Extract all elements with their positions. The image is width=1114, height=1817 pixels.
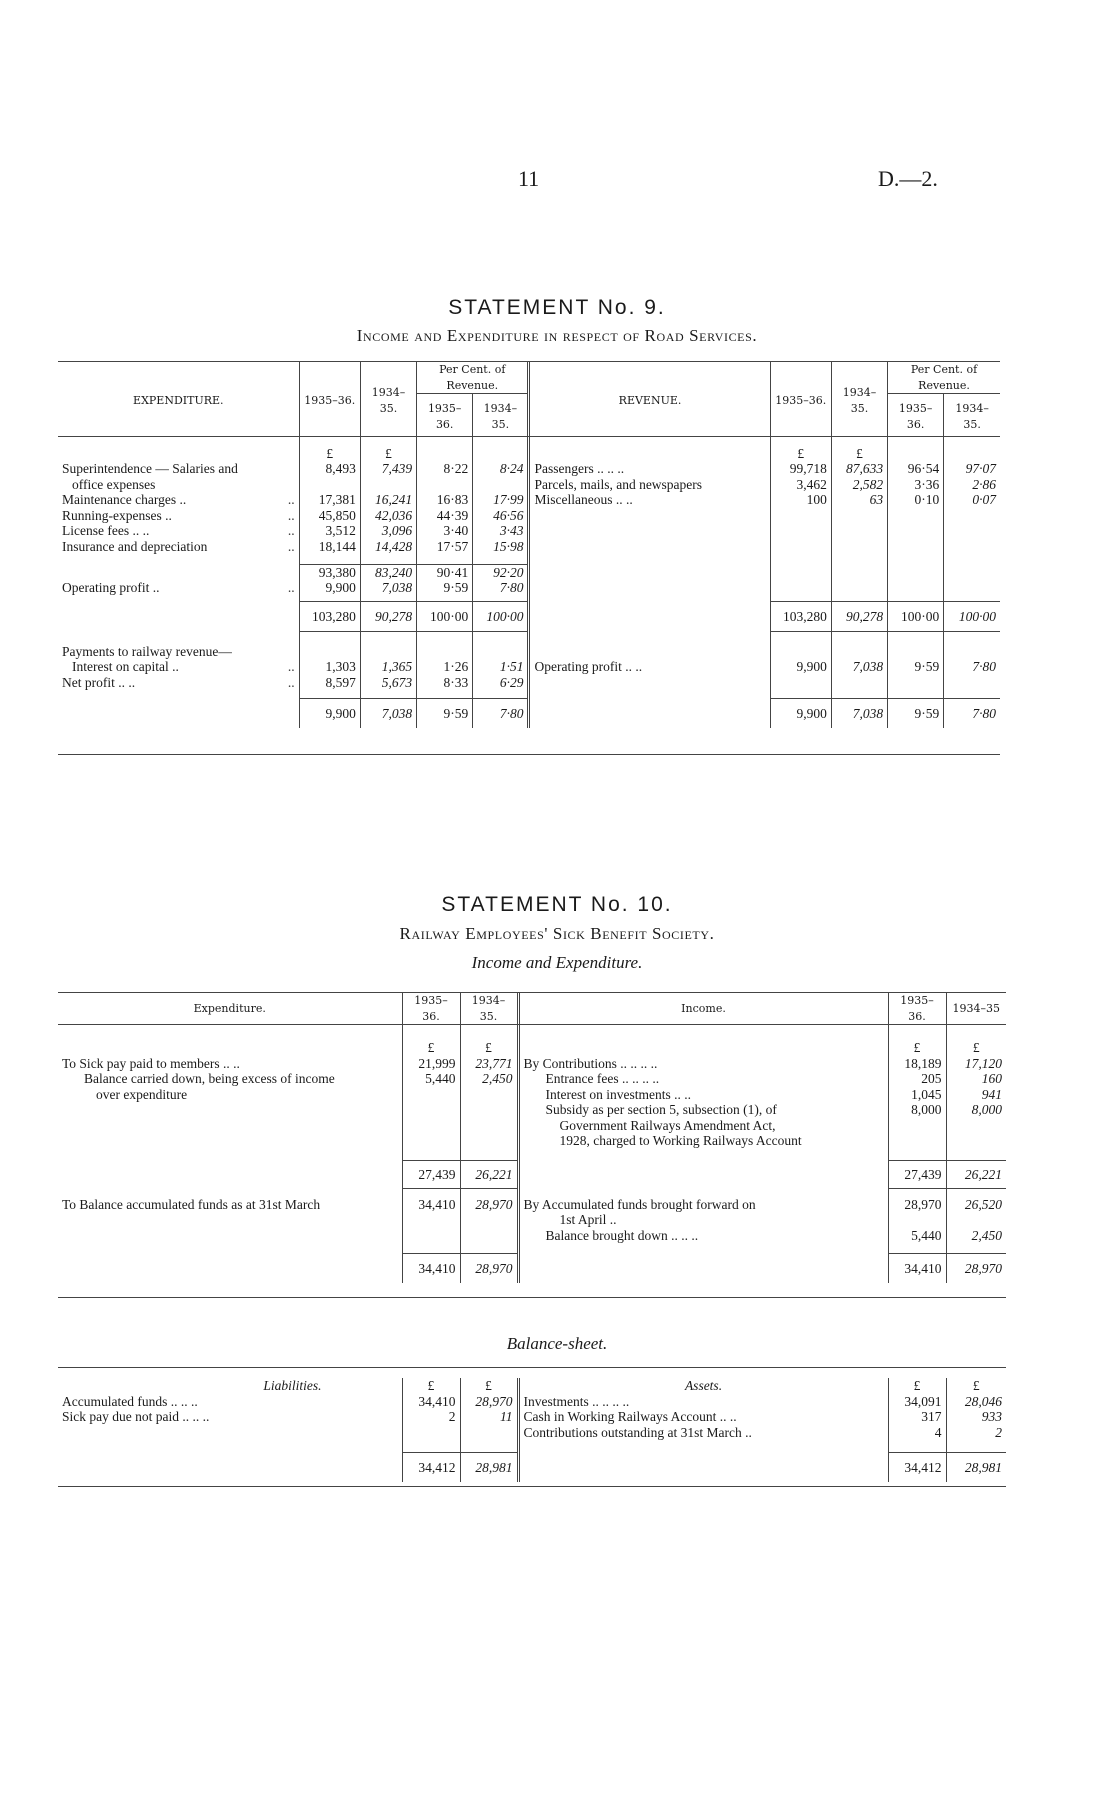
total-1934-35: 7,038 (831, 698, 887, 728)
value-1935-36: 18,144 (299, 539, 360, 555)
row-label: Maintenance charges .. (62, 492, 187, 507)
value-1935-36: 3,462 (770, 477, 831, 493)
percent-1935-36: 9·59 (417, 580, 473, 596)
value-1935-36: 1,303 (299, 659, 360, 675)
table-rule (58, 754, 1000, 755)
value-1934-35: 23,771 (460, 1056, 518, 1072)
value-1935-36: 9,900 (299, 580, 360, 596)
percent-1934-35: 17·99 (473, 492, 529, 508)
row-label: Contributions outstanding at 31st March .. (518, 1425, 888, 1441)
percent-1935-36: 3·36 (888, 477, 944, 493)
leader-dots: .. (287, 659, 295, 674)
value-1934-35: 16,241 (360, 492, 416, 508)
header-row (58, 993, 1006, 1024)
statement-10-subtitle-2: Income and Expenditure. (471, 953, 643, 972)
table-rule (58, 1486, 1006, 1487)
total-row (58, 602, 1000, 632)
percent-1935-36: 44·39 (417, 508, 473, 524)
total-1934-35: 28,970 (460, 1253, 518, 1283)
subtotal-percent-1935-36: 90·41 (417, 564, 473, 580)
percent-1935-36: 17·57 (417, 539, 473, 555)
value-1934-35: 87,633 (831, 461, 887, 477)
total-1934-35: 28,970 (946, 1253, 1006, 1283)
value-1934-35: 28,046 (946, 1394, 1006, 1410)
total-1935-36: 34,412 (402, 1452, 460, 1482)
row-label: Interest on investments .. .. (518, 1087, 888, 1103)
total-row (58, 1452, 1006, 1482)
value-1934-35: 2 (946, 1425, 1006, 1441)
table-rule (58, 1367, 1006, 1368)
value-1935-36: 34,091 (888, 1394, 946, 1410)
row-label: Balance carried down, being excess of income (84, 1071, 335, 1086)
statement-10-table (58, 993, 1006, 1283)
table-row (58, 1394, 1006, 1410)
value-1934-35: 26,520 (946, 1197, 1006, 1213)
row-label: Running-expenses .. (62, 507, 172, 523)
row-label-continued: 1st April .. (518, 1212, 888, 1228)
value-1934-35: 7,038 (831, 659, 887, 675)
row-label: By Contributions .. .. .. .. (518, 1056, 888, 1072)
row-label: License fees .. .. (62, 523, 150, 538)
section-heading: Payments to railway revenue— (62, 643, 232, 659)
percent-1934-35: 3·43 (473, 523, 529, 539)
value-1934-35: 1,365 (360, 659, 416, 675)
assets-heading: Assets. (518, 1378, 888, 1394)
value-1934-35: 160 (946, 1071, 1006, 1087)
total-1934-35: 28,981 (946, 1452, 1006, 1482)
value-1934-35: 28,970 (460, 1197, 518, 1213)
table-row (58, 1102, 1006, 1118)
table-rule (58, 1297, 1006, 1298)
value-1935-36: 4 (888, 1425, 946, 1441)
percent-1935-36: 0·10 (888, 492, 944, 508)
header-row (58, 362, 1000, 394)
row-label-continued: 1928, charged to Working Railways Account (518, 1133, 888, 1149)
row-label: Superintendence — Salaries and (62, 461, 238, 476)
table-row (58, 1228, 1006, 1244)
percent-1934-35: 1·51 (473, 659, 529, 675)
percent-1934-35: 6·29 (473, 675, 529, 691)
percent-1935-36: 16·83 (417, 492, 473, 508)
col-1934-35: 1934–35. (831, 362, 887, 440)
total-percent-1935-36: 100·00 (417, 602, 473, 632)
leader-dots: .. (287, 674, 295, 690)
table-row (58, 580, 1000, 596)
value-1935-36: 1,045 (888, 1087, 946, 1103)
subtotal-1934-35: 26,221 (460, 1161, 518, 1189)
table-row (58, 508, 1000, 524)
row-label: Operating profit .. .. (529, 659, 770, 675)
col-1934-35: 1934–35. (360, 362, 416, 440)
value-1934-35: 11 (460, 1409, 518, 1425)
table-row (58, 659, 1000, 675)
total-1935-36: 103,280 (770, 602, 831, 632)
table-row (58, 1071, 1006, 1087)
pound-sign: £ (460, 1040, 518, 1056)
row-label-continued: Government Railways Amendment Act, (518, 1118, 888, 1134)
pound-sign: £ (770, 446, 831, 462)
percent-1935-36: 8·33 (417, 675, 473, 691)
row-label: Parcels, mails, and newspapers (529, 477, 770, 493)
row-label: Miscellaneous .. .. (529, 492, 770, 508)
col-income: Income. (518, 993, 888, 1024)
pound-sign: £ (888, 1378, 946, 1394)
pound-sign: £ (946, 1040, 1006, 1056)
percent-1935-36: 3·40 (417, 523, 473, 539)
row-label: Sick pay due not paid .. .. .. (62, 1409, 210, 1424)
col-expenditure: Expenditure. (193, 1001, 266, 1015)
col-revenue: REVENUE. (529, 362, 770, 440)
leader-dots: .. (287, 538, 295, 554)
value-1934-35: 2,450 (946, 1228, 1006, 1244)
value-1935-36: 28,970 (888, 1197, 946, 1213)
col-1935-36: 1935–36. (888, 993, 946, 1024)
table-row (58, 1087, 1006, 1103)
total-percent-1934-35: 100·00 (944, 602, 1000, 632)
total-1935-36: 103,280 (299, 602, 360, 632)
pound-sign: £ (360, 446, 416, 462)
value-1935-36: 34,410 (402, 1394, 460, 1410)
total-percent-1934-35: 7·80 (473, 698, 529, 728)
total-percent-1935-36: 100·00 (888, 602, 944, 632)
percent-1935-36: 9·59 (888, 659, 944, 675)
value-1934-35: 17,120 (946, 1056, 1006, 1072)
page-number: 11 (518, 166, 540, 191)
row-label: To Balance accumulated funds as at 31st March (62, 1196, 321, 1212)
total-1935-36: 9,900 (299, 698, 360, 728)
value-1934-35: 941 (946, 1087, 1006, 1103)
pound-sign: £ (831, 446, 887, 462)
total-1935-36: 34,410 (888, 1253, 946, 1283)
value-1935-36: 99,718 (770, 461, 831, 477)
table-row (58, 492, 1000, 508)
statement-9-subtitle: Income and Expenditure in respect of Road Services. (356, 326, 758, 345)
row-label: Entrance fees .. .. .. .. (518, 1071, 888, 1087)
currency-row (58, 446, 1000, 462)
table-row (58, 523, 1000, 539)
value-1934-35: 28,970 (460, 1394, 518, 1410)
document-reference: D.—2. (878, 166, 938, 191)
liabilities-heading: Liabilities. (263, 1378, 322, 1393)
row-label: Net profit .. .. (62, 674, 136, 690)
value-1934-35: 2,582 (831, 477, 887, 493)
value-1934-35: 63 (831, 492, 887, 508)
value-1934-35: 3,096 (360, 523, 416, 539)
subtotal-row (58, 564, 1000, 580)
statement-9-title: STATEMENT No. 9. (448, 296, 666, 319)
percent-1935-36: 1·26 (417, 659, 473, 675)
percent-1934-35: 15·98 (473, 539, 529, 555)
table-row (58, 1212, 1006, 1228)
percent-1934-35: 2·86 (944, 477, 1000, 493)
percent-1935-36: 96·54 (888, 461, 944, 477)
percent-1934-35: 97·07 (944, 461, 1000, 477)
table-row (58, 675, 1000, 691)
row-label: By Accumulated funds brought forward on (518, 1197, 888, 1213)
col-1935-36: 1935–36. (402, 993, 460, 1024)
row-label: Subsidy as per section 5, subsection (1), of (518, 1102, 888, 1118)
value-1935-36: 8,000 (888, 1102, 946, 1118)
table-row (58, 1118, 1006, 1134)
total-1934-35: 90,278 (360, 602, 416, 632)
pound-sign: £ (402, 1040, 460, 1056)
col-pc-1935-36: 1935–36. (888, 394, 944, 440)
currency-row (58, 1040, 1006, 1056)
statement-9-table (58, 362, 1000, 728)
pound-sign: £ (402, 1378, 460, 1394)
row-label: Investments .. .. .. .. (518, 1394, 888, 1410)
statement-10-title: STATEMENT No. 10. (441, 893, 673, 916)
value-1934-35: 8,000 (946, 1102, 1006, 1118)
value-1935-36: 21,999 (402, 1056, 460, 1072)
table-row (58, 644, 1000, 660)
value-1934-35: 2,450 (460, 1071, 518, 1087)
subtotal-row (58, 1161, 1006, 1189)
leader-dots: .. (287, 507, 295, 523)
pound-sign: £ (299, 446, 360, 462)
percent-1934-35: 7·80 (473, 580, 529, 596)
subtotal-1934-35: 83,240 (360, 564, 416, 580)
value-1935-36: 45,850 (299, 508, 360, 524)
leader-dots: .. (287, 580, 295, 595)
value-1935-36: 100 (770, 492, 831, 508)
subtotal-1935-36: 27,439 (888, 1161, 946, 1189)
subtotal-1935-36: 27,439 (402, 1161, 460, 1189)
row-label: Insurance and depreciation (62, 538, 208, 554)
balance-sheet-title: Balance-sheet. (506, 1334, 608, 1353)
subtotal-1935-36: 93,380 (299, 564, 360, 580)
total-1934-35: 90,278 (831, 602, 887, 632)
col-per-cent: Per Cent. of Revenue. (888, 362, 1000, 394)
col-1934-35: 1934–35. (460, 993, 518, 1024)
subtotal-percent-1934-35: 92·20 (473, 564, 529, 580)
leader-dots: .. (287, 523, 295, 538)
col-pc-1934-35: 1934–35. (473, 394, 529, 440)
subtotal-1934-35: 26,221 (946, 1161, 1006, 1189)
col-expenditure: EXPENDITURE. (133, 394, 224, 407)
total-1935-36: 34,410 (402, 1253, 460, 1283)
leader-dots: .. (287, 492, 295, 507)
total-row (58, 698, 1000, 728)
row-label-continued: office expenses (72, 476, 156, 492)
pound-sign: £ (946, 1378, 1006, 1394)
value-1934-35: 933 (946, 1409, 1006, 1425)
total-percent-1935-36: 9·59 (888, 698, 944, 728)
col-1935-36: 1935–36. (299, 362, 360, 440)
statement-10-subtitle: Railway Employees' Sick Benefit Society. (399, 924, 715, 943)
total-1934-35: 7,038 (360, 698, 416, 728)
row-label-continued: over expenditure (96, 1086, 188, 1102)
total-percent-1934-35: 7·80 (944, 698, 1000, 728)
value-1935-36: 9,900 (770, 659, 831, 675)
col-per-cent: Per Cent. of Revenue. (417, 362, 529, 394)
total-1935-36: 9,900 (770, 698, 831, 728)
row-label: Balance brought down .. .. .. (518, 1228, 888, 1244)
value-1934-35: 42,036 (360, 508, 416, 524)
value-1934-35: 5,673 (360, 675, 416, 691)
value-1935-36: 17,381 (299, 492, 360, 508)
row-label: Interest on capital .. (72, 659, 179, 674)
value-1934-35: 7,439 (360, 461, 416, 477)
value-1935-36: 5,440 (888, 1228, 946, 1244)
table-row (58, 461, 1000, 477)
value-1934-35: 14,428 (360, 539, 416, 555)
table-row (58, 539, 1000, 555)
table-row (58, 1133, 1006, 1149)
percent-1934-35: 0·07 (944, 492, 1000, 508)
table-row (58, 1425, 1006, 1441)
col-pc-1935-36: 1935–36. (417, 394, 473, 440)
col-1935-36: 1935–36. (770, 362, 831, 440)
value-1935-36: 317 (888, 1409, 946, 1425)
percent-1935-36: 8·22 (417, 461, 473, 477)
total-percent-1934-35: 100·00 (473, 602, 529, 632)
table-row (58, 477, 1000, 493)
total-1934-35: 28,981 (460, 1452, 518, 1482)
balance-sheet-table (58, 1378, 1006, 1482)
col-pc-1934-35: 1934–35. (944, 394, 1000, 440)
value-1935-36: 8,597 (299, 675, 360, 691)
value-1935-36: 3,512 (299, 523, 360, 539)
row-label: To Sick pay paid to members .. .. (62, 1055, 240, 1071)
header-row (58, 1378, 1006, 1394)
table-row (58, 1197, 1006, 1213)
row-label: Operating profit .. (62, 580, 160, 595)
percent-1934-35: 7·80 (944, 659, 1000, 675)
percent-1934-35: 46·56 (473, 508, 529, 524)
table-row (58, 1409, 1006, 1425)
total-percent-1935-36: 9·59 (417, 698, 473, 728)
value-1935-36: 2 (402, 1409, 460, 1425)
value-1935-36: 34,410 (402, 1197, 460, 1213)
value-1934-35: 7,038 (360, 580, 416, 596)
value-1935-36: 8,493 (299, 461, 360, 477)
row-label: Passengers .. .. .. (529, 461, 770, 477)
pound-sign: £ (460, 1378, 518, 1394)
value-1935-36: 18,189 (888, 1056, 946, 1072)
pound-sign: £ (888, 1040, 946, 1056)
total-row (58, 1253, 1006, 1283)
total-1935-36: 34,412 (888, 1452, 946, 1482)
row-label: Accumulated funds .. .. .. (62, 1393, 198, 1409)
value-1935-36: 5,440 (402, 1071, 460, 1087)
value-1935-36: 205 (888, 1071, 946, 1087)
row-label: Cash in Working Railways Account .. .. (518, 1409, 888, 1425)
col-1934-35: 1934–35 (946, 993, 1006, 1024)
table-row (58, 1056, 1006, 1072)
percent-1934-35: 8·24 (473, 461, 529, 477)
